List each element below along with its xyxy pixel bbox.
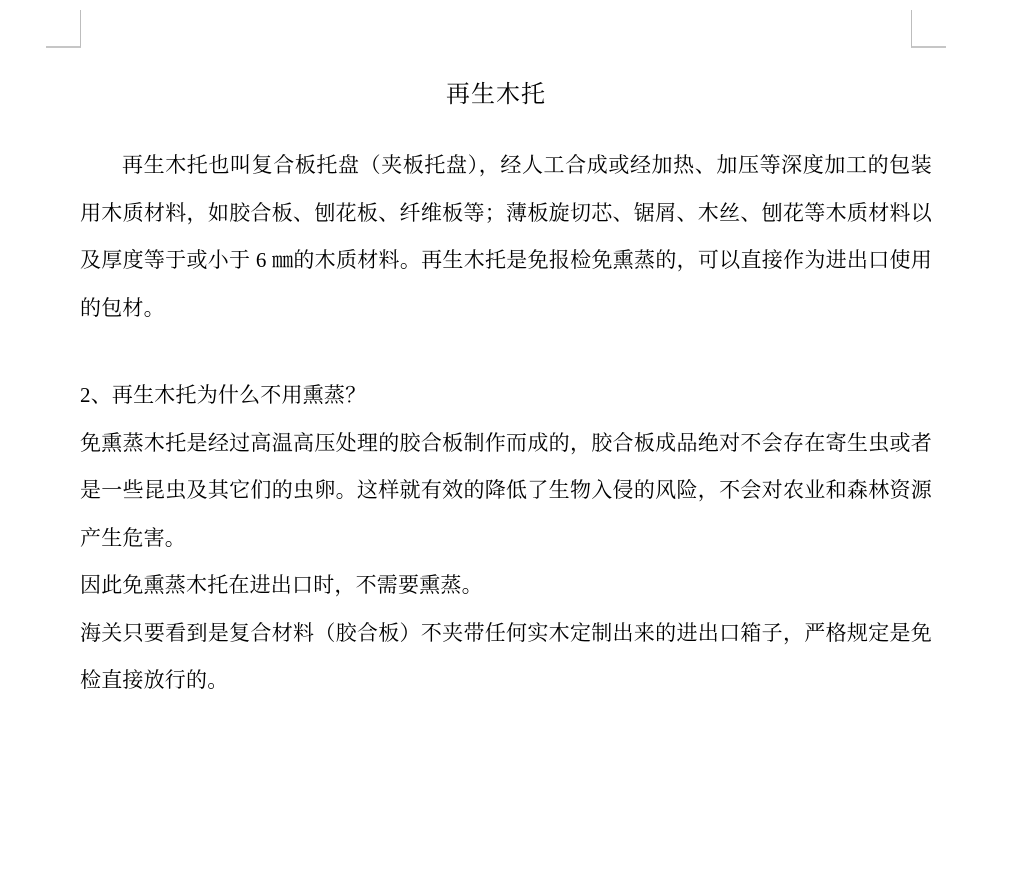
section-heading-why-no-fumigation: 2、再生木托为什么不用熏蒸？ xyxy=(80,383,367,407)
paragraph-therefore-no-fumigation: 因此免熏蒸木托在进出口时，不需要熏蒸。 xyxy=(80,573,483,597)
paragraph-fumigation-free-explanation: 免熏蒸木托是经过高温高压处理的胶合板制作而成的，胶合板成品绝对不会存在寄生虫或者是一些昆虫及其它们的虫卵。这样就有效的降低了生物入侵的风险，不会对农业和森林资源产生危害。 xyxy=(80,430,932,550)
crop-mark-top-left xyxy=(46,10,81,48)
document-title: 再生木托 xyxy=(446,82,546,108)
crop-mark-top-right xyxy=(911,10,946,48)
paragraph-intro: 再生木托也叫复合板托盘（夹板托盘），经人工合成或经加热、加压等深度加工的包装用木质材料，如胶合板、刨花板、纤维板等；薄板旋切芯、锯屑、木丝、刨花等木质材料以及厚度等于或小于 6 ㎜的木质材料。再生木托是免报检免熏蒸的，可以直接作为进出口使用的包材。 xyxy=(80,153,932,320)
document-canvas[interactable] xyxy=(80,78,932,705)
paragraph-customs-release: 海关只要看到是复合材料（胶合板）不夹带任何实木定制出来的进出口箱子，严格规定是免检直接放行的。 xyxy=(80,620,932,692)
